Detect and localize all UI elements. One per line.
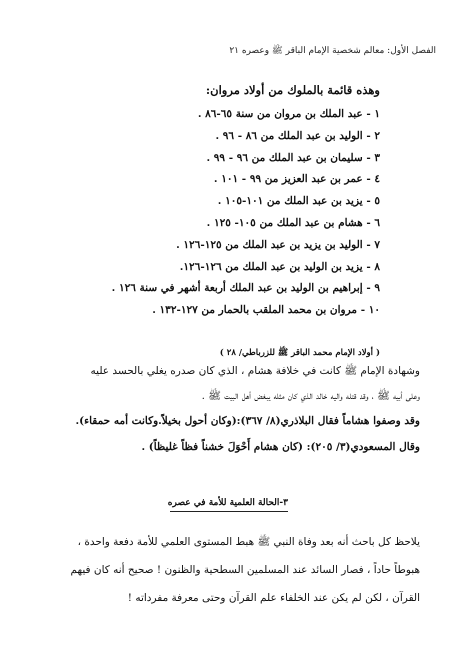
section-heading-underline [170,511,288,512]
list-item: ٣ - سليمان بن عبد الملك من ٩٦ - ٩٩ . [206,151,380,164]
body-line: القرآن ، لكن لم يكن عند الخلفاء علم القرآن وحتى معرفة مفرداته ! [127,592,420,604]
list-item: ١ - عبد الملك بن مروان من سنة ٦٥-٨٦ . [197,108,380,120]
list-item: ٦ - هشام بن عبد الملك من ١٠٥- ١٢٥ . [206,216,380,229]
body-line: وعلى أبيه ﷺ ، وقد قتله واليه خالد الذي كان مثله يبغض أهل البيت ﷺ . [201,390,420,402]
body-line: يلاحظ كل باحث أنه بعد وفاة النبي ﷺ هبط المستوى العلمي للأمة دفعة واحدة ، [77,536,420,548]
list-intro: وهذه قائمة بالملوك من أولاد مروان: [205,83,380,97]
list-item: ٢ - الوليد بن عبد الملك من ٨٦ - ٩٦ . [215,129,380,142]
list-item: ٨ - يزيد بن الوليد بن عبد الملك من ١٢٦-١٢٦. [179,260,380,273]
section-heading: ٣-الحالة العلمية للأمة في عصره [167,498,288,508]
list-item: ١٠ - مروان بن محمد الملقب بالحمار من ١٢٧-١٣٢ . [152,304,380,317]
running-title: الفصل الأول: معالم شخصية الإمام الباقر ﷺ وعصره [241,46,436,56]
body-line: وشهادة الإمام ﷺ كانت في خلافة هشام ، الذي كان صدره يغلي بالحسد عليه [90,365,420,377]
body-line-bold: وقد وصفوا هشاماً فقال البلاذري(٨/ ٣٦٧):(وكان أحول بخيلاً.وكانت أمه حمقاء). [75,415,420,427]
list-item: ٩ - إبراهيم بن الوليد بن عبد الملك أربعة أشهر في سنة ١٢٦ . [111,282,380,295]
kings-list [60,104,380,322]
running-header [60,44,436,58]
body-line: هبوطاً حاداً ، فصار السائد عند المسلمين السطحية والظنون ! صحيح أنه كان فيهم [70,564,420,576]
list-item: ٤ - عمر بن عبد العزيز من ٩٩ - ١٠١ . [213,173,380,186]
list-item: ٧ - الوليد بن يزيد بن عبد الملك من ١٢٥-١٢٦ . [176,238,380,251]
list-item: ٥ - يزيد بن عبد الملك من ١٠١-١٠٥ . [217,195,380,208]
body-line-bold: وقال المسعودي(٣/ ٢٠٥): (كان هشام أَحْوَلَ خشناً فظاً غليظاً) . [141,441,420,453]
page-number: ٢١ [229,46,239,56]
source-note: ( أولاد الإمام محمد الباقر ﷺ للزرباطي/ ٢٨ ) [219,348,380,358]
